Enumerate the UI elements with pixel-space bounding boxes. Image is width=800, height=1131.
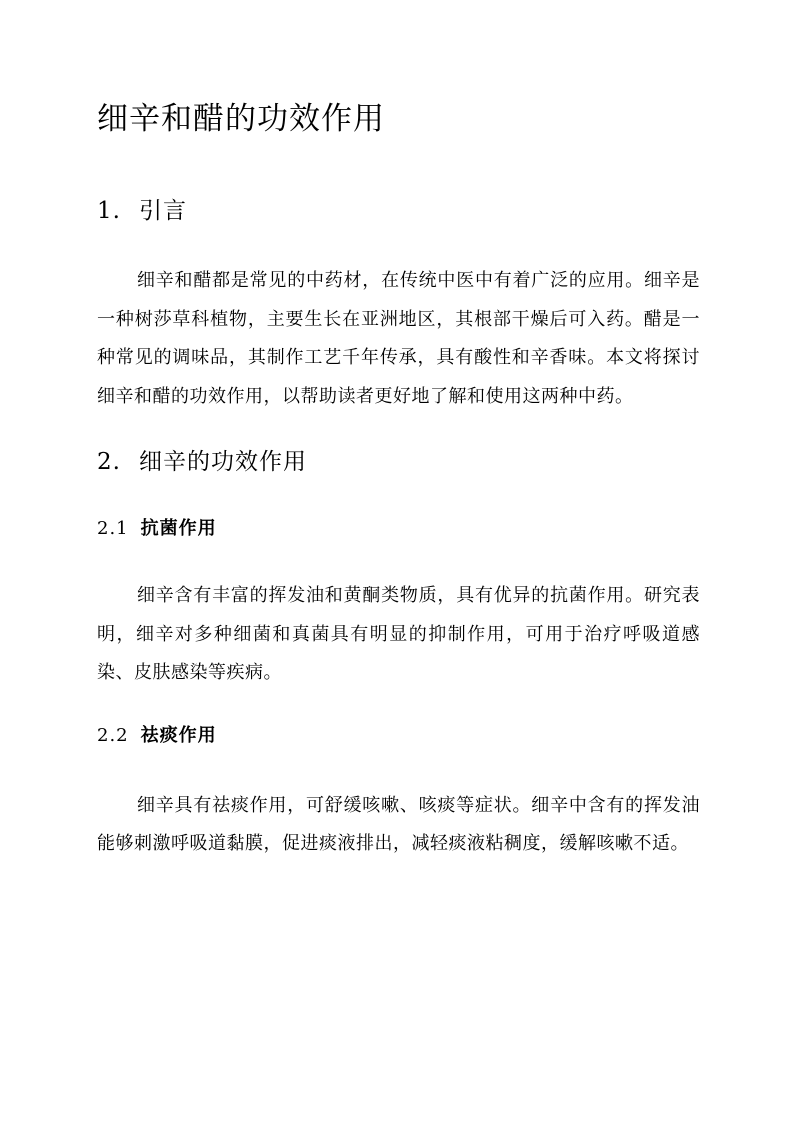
intro-paragraph: 细辛和醋都是常见的中药材，在传统中医中有着广泛的应用。细辛是一种树莎草科植物，主要生长在亚洲地区，其根部干燥后可入药。醋是一种常见的调味品，其制作工艺千年传承，具有酸性和辛香味。本文将探讨细辛和醋的功效作用，以帮助读者更好地了解和使用这两种中药。 [97,270,700,407]
section-heading-text: 引言 [138,198,187,224]
expectorant-paragraph: 细辛具有祛痰作用，可舒缓咳嗽、咳痰等症状。细辛中含有的挥发油能够刺激呼吸道黏膜，促进痰液排出，减轻痰液粘稠度，缓解咳嗽不适。 [97,794,700,854]
section-heading-xixin [97,446,700,478]
document-title: 细辛和醋的功效作用 [97,101,385,137]
subsection-heading-text: 祛痰作用 [140,724,217,746]
subsection-heading-text: 抗菌作用 [140,518,217,539]
subsection-number: 2.2 [97,724,129,746]
subsection-heading-antibacterial [97,516,700,542]
section-heading-intro [97,195,700,227]
antibacterial-paragraph: 细辛含有丰富的挥发油和黄酮类物质，具有优异的抗菌作用。研究表明，细辛对多种细菌和真菌具有明显的抑制作用，可用于治疗呼吸道感染、皮肤感染等疾病。 [97,585,700,683]
section-number: 2. [97,449,121,475]
section-number: 1. [97,198,121,224]
subsection-heading-expectorant [97,723,700,749]
section-heading-text: 细辛的功效作用 [138,449,307,475]
subsection-number: 2.1 [97,518,129,539]
